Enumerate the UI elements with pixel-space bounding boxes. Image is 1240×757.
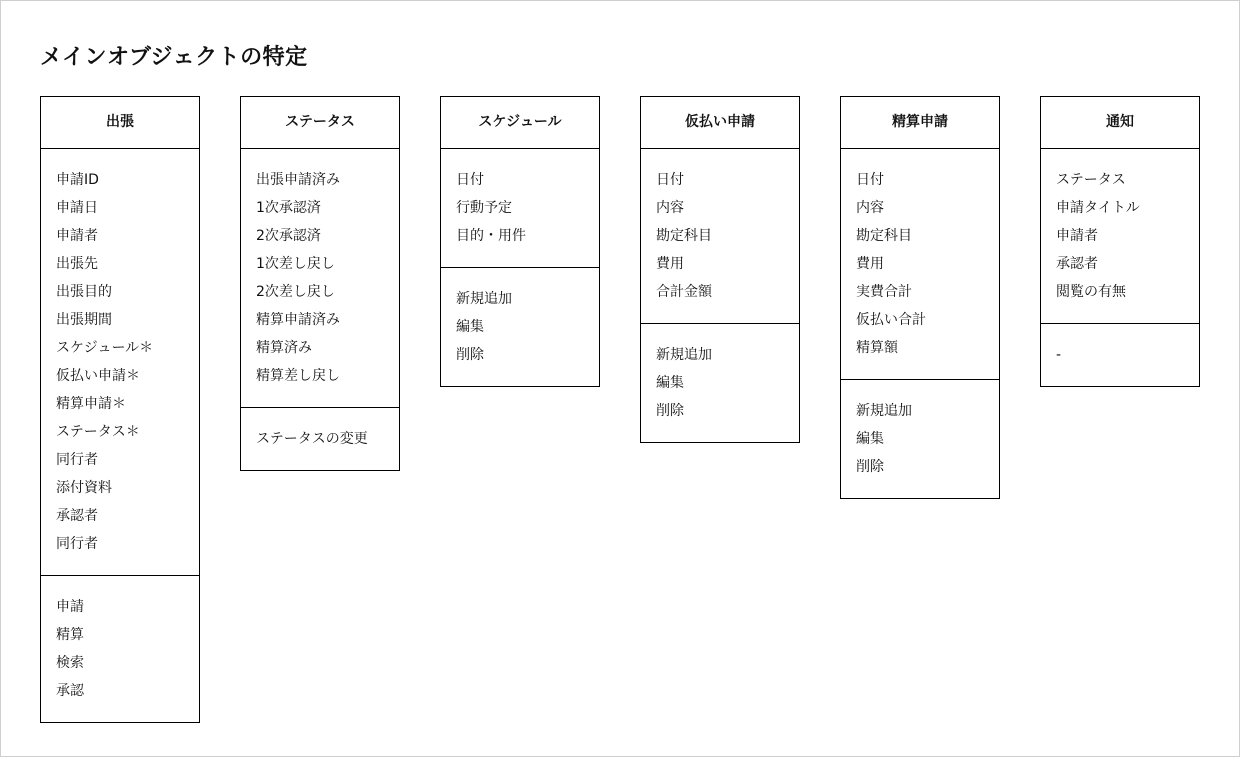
attribute-item: 精算済み xyxy=(256,340,312,356)
object-card-advance-payment xyxy=(640,96,800,443)
object-card-business-trip xyxy=(40,96,200,723)
attribute-item: 実費合計 xyxy=(856,284,912,300)
attribute-item: 承認者 xyxy=(1056,256,1098,272)
operation-item: 新規追加 xyxy=(456,291,512,307)
object-card-settlement xyxy=(840,96,1000,499)
object-card-title: 通知 xyxy=(1041,97,1199,149)
attribute-item: 申請タイトル xyxy=(1056,200,1140,216)
attribute-item: 合計金額 xyxy=(656,284,712,300)
operation-section xyxy=(1041,323,1199,386)
operation-item: - xyxy=(1056,347,1062,363)
attribute-item: 日付 xyxy=(656,172,684,188)
operation-item: 新規追加 xyxy=(656,347,712,363)
attribute-item: 精算申請済み xyxy=(256,312,340,328)
attribute-section xyxy=(241,149,399,407)
operation-item: 編集 xyxy=(856,431,884,447)
attribute-item: 2次差し戻し xyxy=(256,284,335,300)
page-title: メインオブジェクトの特定 xyxy=(40,45,308,70)
attribute-item: 日付 xyxy=(856,172,884,188)
attribute-item: 目的・用件 xyxy=(456,228,526,244)
attribute-item: 1次差し戻し xyxy=(256,256,335,272)
attribute-item: スケジュール＊ xyxy=(56,340,154,356)
attribute-item: 出張申請済み xyxy=(256,172,340,188)
attribute-item: 閲覧の有無 xyxy=(1056,284,1126,300)
attribute-item: 精算申請＊ xyxy=(56,396,126,412)
object-card-schedule xyxy=(440,96,600,387)
operation-item: 削除 xyxy=(856,459,884,475)
object-card-title: 仮払い申請 xyxy=(641,97,799,149)
attribute-item: 日付 xyxy=(456,172,484,188)
attribute-item: 精算額 xyxy=(856,340,898,356)
attribute-item: 申請者 xyxy=(1056,228,1098,244)
attribute-item: ステータス＊ xyxy=(56,424,140,440)
attribute-item: 承認者 xyxy=(56,508,98,524)
attribute-item: 申請日 xyxy=(56,200,98,216)
attribute-section xyxy=(1041,149,1199,323)
object-card-title: スケジュール xyxy=(441,97,599,149)
attribute-item: 1次承認済 xyxy=(256,200,321,216)
operation-section xyxy=(241,407,399,470)
attribute-item: 費用 xyxy=(656,256,684,272)
object-card-title: 精算申請 xyxy=(841,97,999,149)
operation-item: 精算 xyxy=(56,627,84,643)
attribute-item: 仮払い申請＊ xyxy=(56,368,140,384)
operation-item: 削除 xyxy=(456,347,484,363)
attribute-item: 出張目的 xyxy=(56,284,112,300)
operation-item: 編集 xyxy=(656,375,684,391)
attribute-item: 勘定科目 xyxy=(856,228,912,244)
attribute-item: 申請者 xyxy=(56,228,98,244)
operation-item: 検索 xyxy=(56,655,84,671)
attribute-section xyxy=(441,149,599,267)
attribute-item: 内容 xyxy=(856,200,884,216)
attribute-item: 申請ID xyxy=(56,172,99,188)
operation-item: 承認 xyxy=(56,683,84,699)
attribute-section xyxy=(841,149,999,379)
attribute-item: ステータス xyxy=(1056,172,1126,188)
operation-section xyxy=(841,379,999,498)
object-card-title: ステータス xyxy=(241,97,399,149)
operation-item: ステータスの変更 xyxy=(256,431,368,447)
attribute-item: 添付資料 xyxy=(56,480,112,496)
object-card-title: 出張 xyxy=(41,97,199,149)
operation-item: 新規追加 xyxy=(856,403,912,419)
attribute-item: 出張期間 xyxy=(56,312,112,328)
operation-section xyxy=(441,267,599,386)
attribute-section xyxy=(41,149,199,575)
operation-section xyxy=(641,323,799,442)
object-card-status xyxy=(240,96,400,471)
attribute-item: 行動予定 xyxy=(456,200,512,216)
operation-item: 申請 xyxy=(56,599,84,615)
attribute-item: 同行者 xyxy=(56,536,98,552)
attribute-item: 出張先 xyxy=(56,256,98,272)
operation-section xyxy=(41,575,199,722)
attribute-item: 勘定科目 xyxy=(656,228,712,244)
object-card-notification xyxy=(1040,96,1200,387)
attribute-item: 内容 xyxy=(656,200,684,216)
attribute-item: 仮払い合計 xyxy=(856,312,926,328)
attribute-item: 精算差し戻し xyxy=(256,368,340,384)
attribute-item: 2次承認済 xyxy=(256,228,321,244)
attribute-item: 費用 xyxy=(856,256,884,272)
operation-item: 削除 xyxy=(656,403,684,419)
attribute-section xyxy=(641,149,799,323)
operation-item: 編集 xyxy=(456,319,484,335)
attribute-item: 同行者 xyxy=(56,452,98,468)
